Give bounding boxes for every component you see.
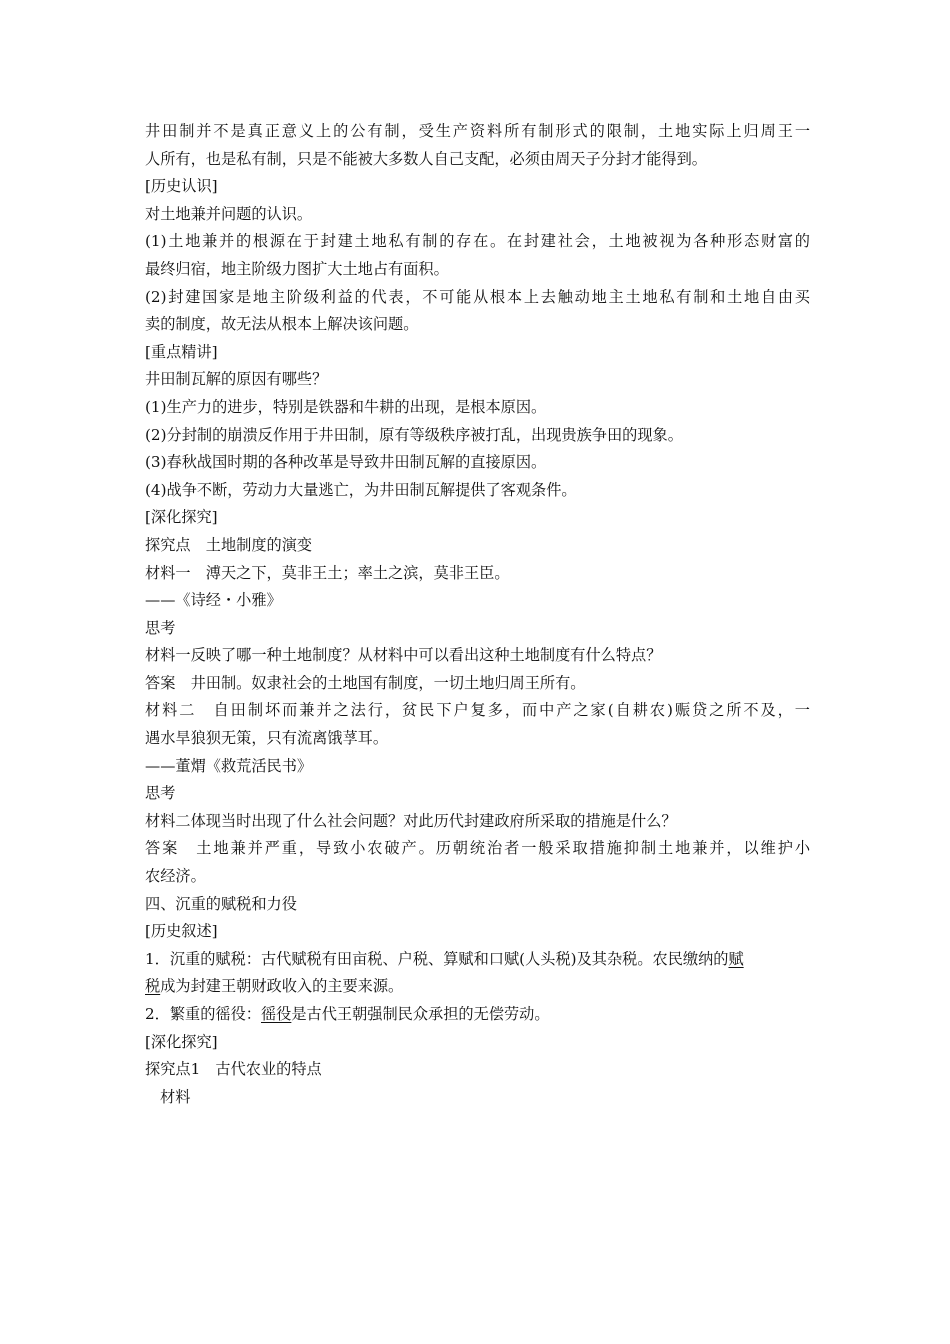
- paragraph-line: 思考: [145, 784, 176, 803]
- paragraph-line: (1)生产力的进步，特别是铁器和牛耕的出现，是根本原因。: [145, 397, 547, 416]
- paragraph-line: 卖的制度，故无法从根本上解决该问题。: [145, 315, 419, 334]
- section-heading: [历史认识]: [145, 177, 218, 196]
- underlined-term: 徭役: [260, 1005, 292, 1023]
- paragraph-line: 人所有，也是私有制，只是不能被大多数人自己支配，必须由周天子分封才能得到。: [145, 149, 707, 168]
- paragraph-line: [145, 946, 810, 974]
- text-run: 成为封建王朝财政收入的主要来源。: [160, 977, 404, 996]
- paragraph-line: (2)分封制的崩溃反作用于井田制，原有等级秩序被打乱，出现贵族争田的现象。: [145, 425, 683, 444]
- paragraph-line: 探究点 土地制度的演变: [145, 535, 313, 554]
- paragraph-line: 思考: [145, 618, 176, 637]
- underlined-term: 税: [145, 977, 161, 996]
- paragraph-line: 探究点1 古代农业的特点: [145, 1060, 322, 1079]
- paragraph-line: 材料二 自田制坏而兼并之法行，贫民下户复多，而中产之家(自耕农)赈贷之所不及，一: [145, 701, 810, 720]
- paragraph-line: 井田制并不是真正意义上的公有制，受生产资料所有制形式的限制，土地实际上归周王一: [145, 122, 810, 140]
- paragraph-line: 对土地兼并问题的认识。: [145, 204, 313, 223]
- citation-line: ——《诗经・小雅》: [145, 591, 282, 610]
- section-heading: [历史叙述]: [145, 922, 218, 941]
- citation-line: ——董煟《救荒活民书》: [145, 756, 313, 775]
- paragraph-line: [145, 1001, 810, 1029]
- text-run: 1．沉重的赋税：古代赋税有田亩税、户税、算赋和口赋(人头税)及其杂税。农民缴纳的: [145, 949, 729, 968]
- paragraph-line: 材料: [160, 1087, 191, 1106]
- paragraph-line: 材料一 溥天之下，莫非王土；率土之滨，莫非王臣。: [145, 563, 510, 582]
- paragraph-line: 遇水旱狼狈无策，只有流离饿莩耳。: [145, 729, 388, 748]
- paragraph-line: (4)战争不断，劳动力大量逃亡，为井田制瓦解提供了客观条件。: [145, 480, 577, 499]
- paragraph-line: (3)春秋战国时期的各种改革是导致井田制瓦解的直接原因。: [145, 453, 547, 472]
- underlined-term: 赋: [728, 949, 744, 968]
- paragraph-line: 材料二体现当时出现了什么社会问题？对此历代封建政府所采取的措施是什么？: [145, 811, 677, 830]
- answer-line: 答案 土地兼并严重，导致小农破产。历朝统治者一般采取措施抑制土地兼并，以维护小: [145, 839, 810, 858]
- paragraph-line: (2)封建国家是地主阶级利益的代表，不可能从根本上去触动地主土地私有制和土地自由买: [145, 287, 810, 306]
- section-heading: 四、沉重的赋税和力役: [145, 894, 297, 913]
- section-heading: [深化探究]: [145, 508, 218, 527]
- section-heading: [重点精讲]: [145, 342, 218, 361]
- text-run: 2．繁重的徭役：: [145, 1005, 261, 1023]
- section-heading: [深化探究]: [145, 1032, 218, 1051]
- paragraph-line: 井田制瓦解的原因有哪些？: [145, 370, 328, 389]
- paragraph-line: (1)土地兼并的根源在于封建土地私有制的存在。在封建社会，土地被视为各种形态财富的: [145, 232, 810, 251]
- answer-line: 答案 井田制。奴隶社会的土地国有制度，一切土地归周王所有。: [145, 673, 586, 692]
- text-run: 是古代王朝强制民众承担的无偿劳动。: [291, 1005, 550, 1023]
- paragraph-line: 最终归宿，地主阶级力图扩大土地占有面积。: [145, 259, 449, 278]
- paragraph-line: [145, 973, 810, 1001]
- answer-line: 农经济。: [145, 867, 206, 886]
- paragraph-line: 材料一反映了哪一种土地制度？从材料中可以看出这种土地制度有什么特点？: [145, 646, 662, 665]
- document-body: [145, 118, 810, 1111]
